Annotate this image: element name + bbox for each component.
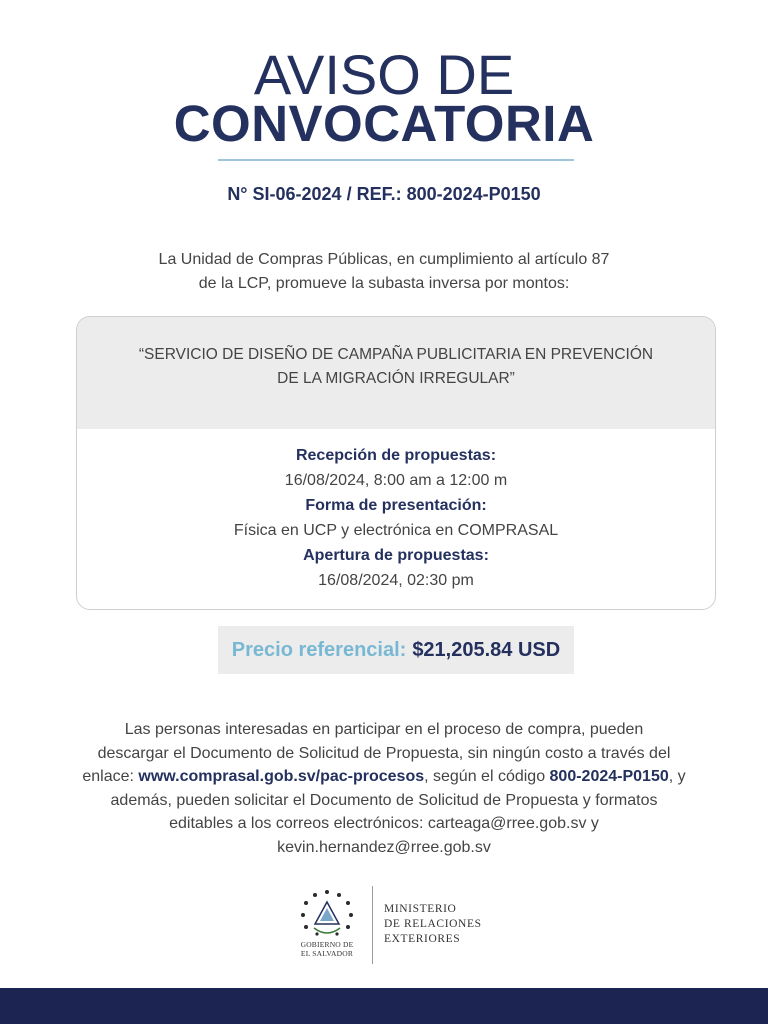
intro-line: de la LCP, promueve la subasta inversa por montos: (198, 275, 570, 292)
page-title-line1: AVISO DE (253, 43, 515, 106)
body-line: descargar el Documento de Solicitud de Propuesta, sin ningún costo a través del (97, 744, 671, 762)
government-caption-line: EL SALVADOR (300, 949, 354, 958)
intro-text (100, 248, 668, 296)
service-title-line: DE LA MIGRACIÓN IRREGULAR” (277, 370, 515, 387)
page-title-line2: CONVOCATORIA (173, 95, 595, 152)
footer-bar (0, 988, 768, 1024)
government-caption-line: GOBIERNO DE (300, 940, 354, 949)
body-line: editables a los correos electrónicos: carteaga@rree.gob.sv y (169, 815, 599, 832)
government-caption (280, 940, 374, 958)
ministry-line: MINISTERIO (384, 903, 457, 915)
price-box (218, 626, 574, 674)
ministry-line: EXTERIORES (384, 933, 461, 945)
procurement-card (76, 316, 716, 610)
logo-divider (372, 886, 373, 964)
detail-value-reception: 16/08/2024, 8:00 am a 12:00 m (284, 472, 508, 489)
body-line: kevin.hernandez@rree.gob.sv (277, 838, 491, 856)
comprasal-link[interactable]: www.comprasal.gob.sv/pac-procesos (138, 768, 425, 785)
ministry-name (384, 902, 544, 947)
detail-label-presentation: Forma de presentación: (305, 497, 487, 514)
title-divider (218, 159, 574, 161)
body-line: además, pueden solicitar el Documento de Solicitud de Propuesta y formatos (110, 791, 658, 809)
ministry-line: DE RELACIONES (384, 918, 482, 930)
detail-label-opening: Apertura de propuestas: (303, 547, 489, 564)
process-code: 800-2024-P0150 (549, 768, 669, 785)
body-line (60, 765, 708, 789)
body-line-suffix: , y (668, 768, 686, 785)
body-text (60, 718, 708, 859)
detail-value-opening: 16/08/2024, 02:30 pm (318, 572, 474, 589)
intro-line: La Unidad de Compras Públicas, en cumplimiento al artículo 87 (158, 251, 610, 268)
card-header (77, 317, 715, 429)
body-line-middle: , según el código (424, 768, 550, 785)
detail-value-presentation: Física en UCP y electrónica en COMPRASAL (233, 522, 559, 539)
service-title (107, 343, 685, 391)
price-label: Precio referencial: (231, 638, 407, 661)
card-details (77, 443, 715, 593)
price-value: $21,205.84 USD (412, 638, 561, 661)
body-line: Las personas interesadas en participar en el proceso de compra, pueden (124, 721, 644, 738)
detail-label-reception: Recepción de propuestas: (295, 447, 497, 464)
service-title-line: “SERVICIO DE DISEÑO DE CAMPAÑA PUBLICITARIA EN PREVENCIÓN (138, 346, 654, 363)
body-line-prefix: enlace: (82, 768, 139, 785)
reference-number: N° SI-06-2024 / REF.: 800-2024-P0150 (227, 184, 541, 204)
